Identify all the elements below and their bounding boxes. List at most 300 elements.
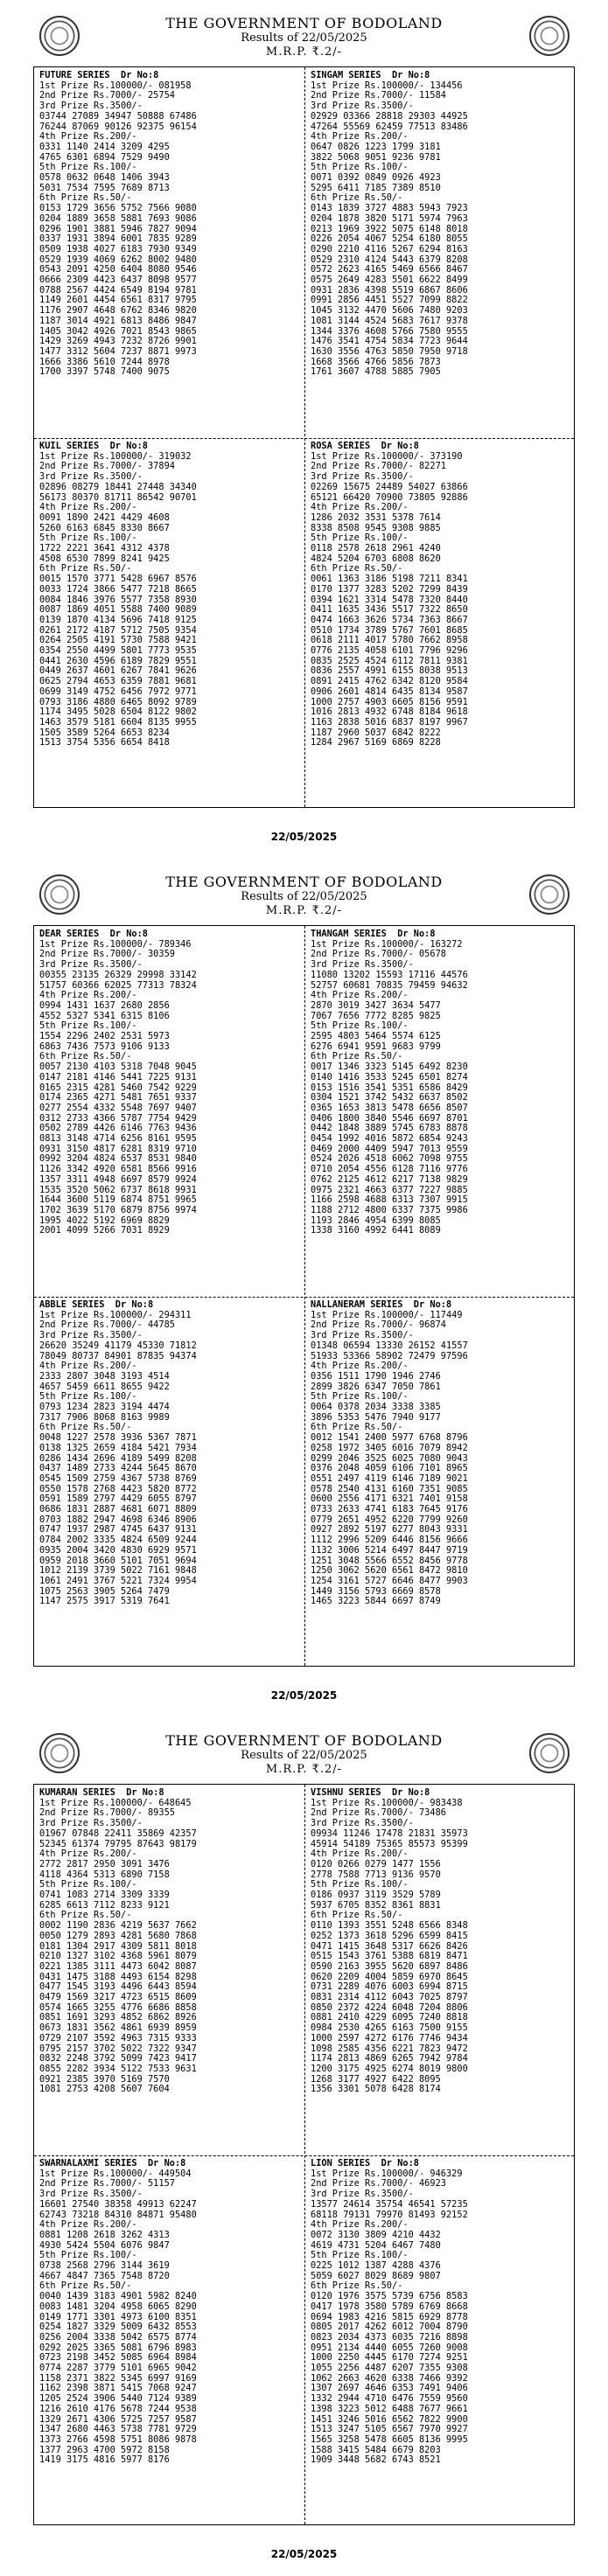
prize-line: 0138 1325 2659 4184 5421 7934 [39, 1442, 197, 1453]
prize-line: 0256 2004 3338 5042 6575 8774 [39, 2331, 197, 2343]
prize-line: 1012 2139 3739 5022 7161 9848 [39, 1565, 197, 1577]
prize-line: 1188 2712 4800 6337 7375 9986 [311, 1204, 468, 1215]
series-heading: ABBLE SERIES Dr No:8 [39, 1299, 154, 1310]
prize-line: 1st Prize Rs.100000/- 134456 [311, 80, 463, 91]
series-block [39, 1788, 302, 2095]
govt-title: THE GOVERNMENT OF BODOLAND [165, 15, 443, 31]
column-divider [304, 926, 305, 1666]
prize-line: 1187 2960 5037 6842 8222 [311, 727, 441, 738]
prize-line: 0515 1543 3761 5388 6819 8471 [311, 1951, 468, 1962]
prize-line: 5th Prize Rs.100/- [311, 2250, 409, 2261]
series-block [39, 929, 302, 1236]
prize-line: 1347 2680 4463 5738 7781 9729 [39, 2424, 197, 2435]
prize-line: 6th Prize Rs.50/- [311, 1422, 403, 1433]
prize-line: 3rd Prize Rs.3500/- [39, 2189, 143, 2200]
prize-line: 1st Prize Rs.100000/- 294311 [39, 1309, 192, 1320]
series-heading: NALLANERAM SERIES Dr No:8 [311, 1299, 452, 1310]
prize-line: 0699 3149 4752 6456 7972 9771 [39, 686, 197, 697]
prize-line: 5th Prize Rs.100/- [39, 162, 137, 173]
prize-line: 0927 2892 5197 6277 8043 9331 [311, 1524, 468, 1535]
footer-date: 22/05/2025 [270, 831, 338, 843]
prize-line: 0994 1431 1637 2680 2856 [39, 999, 170, 1011]
prize-line: 5031 7534 7595 7689 8713 [39, 182, 170, 193]
prize-line: 0600 2556 4171 6321 7401 9158 [311, 1493, 468, 1505]
prize-line: 0921 2385 3970 5169 7570 [39, 2073, 170, 2085]
prize-line: 0213 1969 3922 5075 6148 8018 [311, 223, 468, 234]
prize-line: 7317 7906 8068 8163 9989 [39, 1411, 170, 1423]
prize-line: 1st Prize Rs.100000/- 081958 [39, 80, 192, 91]
prize-line: 1166 2598 4688 6313 7307 9915 [311, 1194, 468, 1206]
prize-line: 1174 2813 4869 6265 7942 9784 [311, 2053, 468, 2064]
prize-line: 09934 11246 17478 21831 35973 [311, 1828, 468, 1839]
prize-line: 0832 2248 3792 5099 7423 9417 [39, 2053, 197, 2064]
prize-line: 1702 3639 5170 6879 8756 9974 [39, 1204, 197, 1215]
series-block [311, 442, 573, 748]
prize-line: 1132 3006 5214 6497 8447 9719 [311, 1544, 468, 1556]
prize-line: 1081 2753 4208 5607 7604 [39, 2084, 170, 2095]
prize-line: 0061 1363 3186 5198 7211 8341 [311, 574, 468, 585]
prize-line: 0469 2000 4409 5947 7013 9559 [311, 1143, 468, 1154]
prize-line: 0836 2557 4991 6155 8038 9513 [311, 665, 468, 677]
prize-line: 2nd Prize Rs.7000/- 37894 [39, 461, 175, 472]
prize-line: 0524 2026 4518 6062 7098 9755 [311, 1153, 468, 1165]
series-block [39, 2159, 302, 2466]
prize-line: 5th Prize Rs.100/- [39, 533, 137, 544]
prize-line: 2870 3019 3427 3634 5477 [311, 999, 441, 1011]
prize-line: 4th Prize Rs.200/- [311, 1848, 409, 1860]
prize-line: 02269 15675 24489 54027 63866 [311, 481, 468, 492]
prize-line: 1163 2838 5016 6837 8197 9967 [311, 716, 468, 728]
prize-line: 3rd Prize Rs.3500/- [39, 101, 143, 112]
prize-line: 0017 1346 3323 5145 6492 8230 [311, 1062, 468, 1073]
prize-line: 6th Prize Rs.50/- [311, 2280, 403, 2292]
prize-line: 0012 1541 2400 5977 6768 8796 [311, 1432, 468, 1444]
prize-line: 0417 1978 3580 5789 6769 8668 [311, 2301, 468, 2312]
prize-line: 0471 1415 3648 5317 6626 8426 [311, 1940, 468, 1952]
sheet-header [0, 1717, 608, 1779]
prize-line: 2899 3826 6347 7050 7861 [311, 1381, 441, 1392]
prize-line: 1st Prize Rs.100000/- 319032 [39, 450, 192, 462]
prize-line: 68118 79131 79970 81493 92152 [311, 2209, 468, 2220]
result-sheet [0, 0, 608, 859]
prize-line: 8338 8508 9545 9308 9885 [311, 522, 441, 533]
prize-line: 1055 2256 4487 6207 7355 9308 [311, 2363, 468, 2374]
prize-line: 2nd Prize Rs.7000/- 96874 [311, 1319, 446, 1331]
prize-line: 5th Prize Rs.100/- [311, 533, 409, 544]
prize-line: 0543 2091 4250 6404 8080 9546 [39, 264, 197, 275]
prize-line: 1449 3156 5793 6669 8578 [311, 1585, 441, 1597]
prize-line: 0831 2314 4112 6043 7025 8797 [311, 1992, 468, 2003]
prize-line: 1112 2996 5209 6446 8156 9666 [311, 1535, 468, 1546]
prize-line: 0793 1234 2823 3194 4474 [39, 1402, 170, 1413]
prize-line: 4508 6530 7899 8241 9425 [39, 553, 170, 564]
prize-line: 0057 2130 4103 5318 7048 9045 [39, 1062, 197, 1073]
prize-line: 1419 3175 4816 5977 8176 [39, 2454, 170, 2466]
prize-line: 0906 2601 4814 6435 8134 9587 [311, 686, 468, 697]
prize-line: 1st Prize Rs.100000/- 983438 [311, 1797, 463, 1808]
prize-line: 1205 2524 3906 5440 7124 9389 [39, 2393, 197, 2405]
prize-line: 0441 2630 4596 6189 7829 9551 [39, 655, 197, 666]
prize-line: 1429 3269 4943 7232 8726 9901 [39, 336, 197, 347]
prize-line: 1565 3258 5478 6605 8136 9995 [311, 2433, 468, 2445]
prize-line: 0710 2054 4556 6128 7116 9776 [311, 1164, 468, 1175]
series-heading: VISHNU SERIES Dr No:8 [311, 1787, 430, 1798]
prize-line: 3rd Prize Rs.3500/- [311, 1330, 414, 1341]
mrp-label: M.R.P. ₹.2/- [265, 45, 343, 59]
prize-line: 0572 2623 4165 5469 6566 8467 [311, 264, 468, 275]
prize-line: 4824 5204 6703 6808 8620 [311, 553, 441, 564]
prize-line: 0477 1545 3193 4496 6443 8594 [39, 1981, 197, 1993]
prize-line: 0331 1140 2414 3209 4295 [39, 141, 170, 152]
prize-line: 26620 35249 41179 45330 71812 [39, 1340, 197, 1351]
prize-line: 0083 1481 3204 4958 6065 8290 [39, 2301, 197, 2312]
prize-line: 0174 2365 4271 5481 7651 9337 [39, 1092, 197, 1104]
prize-line: 1st Prize Rs.100000/- 449504 [39, 2168, 192, 2179]
prize-line: 4th Prize Rs.200/- [39, 131, 137, 143]
prize-line: 1909 3448 5682 6743 8521 [311, 2454, 441, 2466]
prize-line: 0431 1475 3188 4493 6154 8298 [39, 1971, 197, 1982]
prize-line: 0823 2034 4373 6035 7216 8898 [311, 2331, 468, 2343]
prize-line: 2nd Prize Rs.7000/- 73486 [311, 1807, 446, 1819]
results-box [33, 1784, 575, 2525]
prize-line: 2nd Prize Rs.7000/- 30359 [39, 949, 175, 960]
prize-line: 1332 2944 4710 6476 7559 9560 [311, 2393, 468, 2405]
prize-line: 0406 1800 3840 5546 6697 8701 [311, 1112, 468, 1124]
prize-line: 00355 23135 26329 29998 33142 [39, 969, 197, 980]
prize-line: 0437 1489 2733 4244 5645 8670 [39, 1463, 197, 1474]
govt-title: THE GOVERNMENT OF BODOLAND [165, 874, 443, 890]
prize-line: 0048 1227 2578 3936 5367 7871 [39, 1432, 197, 1444]
prize-line: 02896 08279 18441 27448 34340 [39, 481, 197, 492]
prize-line: 2772 2817 2950 3091 3476 [39, 1858, 170, 1869]
prize-line: 3rd Prize Rs.3500/- [39, 959, 143, 971]
prize-line: 1513 3247 5105 6567 7970 9927 [311, 2424, 468, 2435]
series-heading: SINGAM SERIES Dr No:8 [311, 70, 430, 80]
series-heading: KUIL SERIES Dr No:8 [39, 441, 148, 451]
prize-line: 4657 5459 6611 8655 9422 [39, 1381, 170, 1392]
prize-line: 0795 2157 3702 5022 7322 9347 [39, 2043, 197, 2054]
prize-line: 2nd Prize Rs.7000/- 89355 [39, 1807, 175, 1819]
prize-line: 3rd Prize Rs.3500/- [39, 1818, 143, 1829]
prize-line: 0225 1012 1387 4288 4376 [311, 2260, 441, 2272]
prize-line: 4th Prize Rs.200/- [311, 990, 409, 1001]
prize-line: 0703 1882 2947 4698 6346 8906 [39, 1514, 197, 1525]
prize-line: 0337 1931 3894 6001 7835 9289 [39, 233, 197, 245]
prize-line: 5059 6027 8029 8689 9807 [311, 2270, 441, 2281]
series-block [39, 71, 302, 378]
prize-line: 1st Prize Rs.100000/- 373190 [311, 450, 463, 462]
series-heading: ROSA SERIES Dr No:8 [311, 441, 419, 451]
prize-line: 0591 1589 2797 4429 6055 8797 [39, 1493, 197, 1505]
prize-line: 4th Prize Rs.200/- [311, 1361, 409, 1372]
prize-line: 0694 1983 4216 5815 6929 8778 [311, 2311, 468, 2322]
prize-line: 0545 1509 2759 4367 5738 8769 [39, 1472, 197, 1484]
series-heading: FUTURE SERIES Dr No:8 [39, 70, 159, 80]
prize-line: 1174 3495 5028 6504 8122 9802 [39, 707, 197, 718]
prize-line: 0033 1724 3866 5477 7218 8665 [39, 583, 197, 595]
prize-line: 0931 2836 4398 5519 6867 8606 [311, 284, 468, 296]
prize-line: 1284 2967 5169 6869 8228 [311, 737, 441, 748]
prize-line: 5th Prize Rs.100/- [39, 1020, 137, 1032]
prize-line: 0881 2410 4229 6095 7240 8818 [311, 2012, 468, 2023]
prize-line: 4667 4847 7365 7548 8720 [39, 2270, 170, 2281]
prize-line: 1250 3062 5620 6561 8472 9810 [311, 1565, 468, 1577]
prize-line: 47264 55569 62459 77513 83486 [311, 121, 468, 132]
prize-line: 1405 3042 4926 7021 8543 9865 [39, 325, 197, 337]
prize-line: 0992 3204 4824 6537 8531 9840 [39, 1153, 197, 1165]
prize-line: 3rd Prize Rs.3500/- [39, 1330, 143, 1341]
prize-line: 6863 7436 7573 9106 9133 [39, 1041, 170, 1052]
prize-line: 0290 2210 4116 5267 6294 8163 [311, 243, 468, 254]
prize-line: 0881 1208 2618 3262 4313 [39, 2229, 170, 2240]
prize-line: 0509 1938 4027 6183 7930 9349 [39, 243, 197, 254]
prize-line: 3896 5353 5476 7940 9177 [311, 1411, 441, 1423]
prize-line: 0091 1890 2421 4429 4608 [39, 512, 170, 523]
prize-line: 1251 3048 5566 6552 8456 9778 [311, 1555, 468, 1566]
prize-line: 0762 2125 4612 6217 7138 9829 [311, 1173, 468, 1185]
prize-line: 1377 2963 4700 5972 8158 [39, 2444, 170, 2455]
prize-line: 0620 2209 4004 5859 6970 8645 [311, 1971, 468, 1982]
prize-line: 1477 3312 5604 7237 8871 9973 [39, 345, 197, 357]
prize-line: 02929 03366 28818 29303 44925 [311, 110, 468, 122]
prize-line: 51757 60366 62025 77313 78324 [39, 979, 197, 991]
prize-line: 1200 3175 4925 6274 8019 9800 [311, 2063, 468, 2074]
series-block [311, 1300, 573, 1607]
prize-line: 0165 2315 4281 5460 7542 9229 [39, 1082, 197, 1093]
prize-line: 3822 5068 9051 9236 9781 [311, 151, 441, 163]
prize-line: 1666 3386 5610 7244 8978 [39, 356, 170, 367]
prize-line: 0975 2321 4663 6377 7227 9885 [311, 1184, 468, 1195]
prize-line: 6th Prize Rs.50/- [311, 563, 403, 574]
prize-line: 1451 3246 5016 6562 7822 9900 [311, 2413, 468, 2425]
prize-line: 5th Prize Rs.100/- [311, 162, 409, 173]
prize-line: 0143 1839 3727 4883 5943 7923 [311, 203, 468, 214]
prize-line: 1149 2601 4454 6561 8317 9795 [39, 295, 197, 306]
prize-line: 5th Prize Rs.100/- [39, 1391, 137, 1403]
prize-line: 52345 61374 79795 87643 98179 [39, 1838, 197, 1849]
prize-line: 1000 2757 4903 6605 8156 9591 [311, 696, 468, 707]
prize-line: 0072 3130 3809 4210 4432 [311, 2229, 441, 2240]
prize-line: 5th Prize Rs.100/- [39, 2250, 137, 2261]
prize-line: 76244 87069 90126 92375 96154 [39, 121, 197, 132]
prize-line: 1307 2697 4646 6353 7491 9406 [311, 2383, 468, 2394]
prize-line: 1465 3223 5844 6697 8749 [311, 1596, 441, 1607]
prize-line: 5937 6705 8352 8361 8831 [311, 1899, 441, 1911]
prize-line: 0479 1569 3217 4723 6515 8609 [39, 1992, 197, 2003]
prize-line: 6th Prize Rs.50/- [311, 1910, 403, 1921]
prize-line: 0454 1992 4016 5872 6854 9243 [311, 1133, 468, 1145]
prize-line: 52757 60681 70835 79459 94632 [311, 979, 468, 991]
prize-line: 4th Prize Rs.200/- [311, 131, 409, 143]
prize-line: 1st Prize Rs.100000/- 789346 [39, 938, 192, 950]
prize-line: 1761 3607 4788 5885 7905 [311, 366, 441, 378]
prize-line: 0855 2282 3934 5122 7533 9631 [39, 2063, 197, 2074]
prize-line: 6th Prize Rs.50/- [311, 192, 403, 204]
prize-line: 2778 7588 7713 9136 9570 [311, 1869, 441, 1880]
prize-line: 1158 2371 3822 5345 6997 9169 [39, 2372, 197, 2384]
prize-line: 0040 1439 3183 4901 5982 8240 [39, 2291, 197, 2302]
series-heading: DEAR SERIES Dr No:8 [39, 929, 148, 939]
prize-line: 45914 54189 75365 85573 95399 [311, 1838, 468, 1849]
prize-line: 1722 2221 3641 4312 4378 [39, 543, 170, 554]
prize-line: 4118 4364 5313 6890 7158 [39, 1869, 170, 1880]
prize-line: 0951 2134 4440 6055 7260 9008 [311, 2342, 468, 2353]
prize-line: 56173 80370 81711 86542 90701 [39, 491, 197, 503]
prize-line: 4619 4731 5204 6467 7480 [311, 2239, 441, 2251]
prize-line: 78049 80737 84901 87835 94374 [39, 1350, 197, 1361]
prize-line: 1268 3177 4927 6422 8095 [311, 2073, 441, 2085]
prize-line: 0277 2554 4332 5548 7697 9407 [39, 1102, 197, 1113]
prize-line: 1147 2575 3917 5319 7641 [39, 1596, 170, 1607]
footer-date: 22/05/2025 [270, 1689, 338, 1702]
prize-line: 1630 3556 4763 5850 7950 9718 [311, 345, 468, 357]
prize-line: 0299 2046 3525 6025 7080 9043 [311, 1452, 468, 1464]
prize-line: 0204 1889 3658 5881 7693 9086 [39, 212, 197, 224]
prize-line: 0442 1848 3889 5745 6783 8878 [311, 1123, 468, 1134]
prize-line: 2595 4803 5464 5574 6125 [311, 1031, 441, 1042]
prize-line: 0210 1327 3102 4368 5961 8079 [39, 1951, 197, 1962]
prize-line: 0254 1827 3329 5009 6432 8553 [39, 2322, 197, 2333]
prize-line: 0084 1846 3976 5577 7358 8930 [39, 594, 197, 605]
prize-line: 4th Prize Rs.200/- [39, 2219, 137, 2231]
mrp-label: M.R.P. ₹.2/- [265, 1763, 343, 1776]
prize-line: 1463 3579 5181 6604 8135 9955 [39, 716, 197, 728]
prize-line: 4th Prize Rs.200/- [311, 502, 409, 513]
govt-title: THE GOVERNMENT OF BODOLAND [165, 1732, 443, 1749]
prize-line: 5th Prize Rs.100/- [311, 1879, 409, 1890]
prize-line: 2001 4099 5266 7031 8929 [39, 1225, 170, 1236]
prize-line: 0891 2415 4762 6342 8120 9584 [311, 676, 468, 687]
sheet-header [0, 859, 608, 920]
prize-line: 0120 1976 3575 5739 6756 8583 [311, 2291, 468, 2302]
prize-line: 7067 7656 7772 8285 9825 [311, 1010, 441, 1021]
prize-line: 0618 2111 4017 5780 7662 8958 [311, 635, 468, 646]
prize-line: 6285 6613 7112 8233 9121 [39, 1899, 170, 1911]
prize-line: 2nd Prize Rs.7000/- 51157 [39, 2178, 175, 2190]
prize-line: 3rd Prize Rs.3500/- [311, 1818, 414, 1829]
prize-line: 0502 2789 4426 6146 7763 9436 [39, 1123, 197, 1134]
prize-line: 1588 3415 5484 6679 8203 [311, 2444, 441, 2455]
prize-line: 4th Prize Rs.200/- [39, 990, 137, 1001]
prize-line: 0376 2048 4059 6106 7101 8965 [311, 1463, 468, 1474]
prize-line: 1329 2671 4306 5725 7257 9587 [39, 2413, 197, 2425]
series-heading: KUMARAN SERIES Dr No:8 [39, 1787, 164, 1798]
prize-line: 5295 6411 7185 7389 8510 [311, 182, 441, 193]
prize-line: 1995 4022 5192 6969 8829 [39, 1215, 170, 1226]
prize-line: 1075 2563 3905 5264 7479 [39, 1585, 170, 1597]
column-divider [304, 67, 305, 807]
prize-line: 0226 2054 4067 5254 6180 8055 [311, 233, 468, 245]
prize-line: 0529 2310 4124 5443 6379 8208 [311, 254, 468, 265]
prize-line: 6th Prize Rs.50/- [39, 563, 132, 574]
prize-line: 0170 1377 3283 5202 7299 8439 [311, 583, 468, 595]
prize-line: 0578 2540 4131 6160 7351 9085 [311, 1483, 468, 1494]
prize-line: 51933 53366 58902 72479 97596 [311, 1350, 468, 1361]
prize-line: 0784 2002 3335 4824 6509 9244 [39, 1535, 197, 1546]
prize-line: 0474 1663 3626 5734 7363 8667 [311, 614, 468, 625]
prize-line: 4th Prize Rs.200/- [39, 1848, 137, 1860]
prize-line: 1554 2296 2402 2531 5973 [39, 1031, 170, 1042]
prize-line: 1016 2813 4932 6748 8184 9618 [311, 707, 468, 718]
prize-line: 0529 1939 4069 6262 8002 9480 [39, 254, 197, 265]
prize-line: 0851 1691 3293 4852 6862 8926 [39, 2012, 197, 2023]
mrp-label: M.R.P. ₹.2/- [265, 904, 343, 917]
prize-line: 0931 3150 4817 6281 8319 9710 [39, 1143, 197, 1154]
prize-line: 6th Prize Rs.50/- [39, 2280, 132, 2292]
prize-line: 1216 2610 4176 5678 7244 9538 [39, 2403, 197, 2414]
footer-date: 22/05/2025 [270, 2548, 338, 2560]
prize-line: 1045 3132 4470 5606 7480 9203 [311, 305, 468, 317]
prize-line: 0747 1937 2987 4745 6437 9131 [39, 1524, 197, 1535]
prize-line: 0850 2372 4224 6048 7204 8806 [311, 2002, 468, 2013]
prize-line: 0647 0826 1223 1799 3181 [311, 141, 441, 152]
prize-line: 4552 5327 5341 6315 8106 [39, 1010, 170, 1021]
prize-line: 1286 2032 3531 5378 7614 [311, 512, 441, 523]
prize-line: 0959 2018 3660 5101 7051 9694 [39, 1555, 197, 1566]
prize-line: 2nd Prize Rs.7000/- 46923 [311, 2178, 446, 2190]
results-date: Results of 22/05/2025 [241, 890, 367, 903]
prize-line: 0204 1878 3820 5171 5974 7963 [311, 212, 468, 224]
prize-line: 0793 3186 4880 6465 8092 9789 [39, 696, 197, 707]
prize-line: 1398 3223 5012 6488 7677 9661 [311, 2403, 468, 2414]
prize-line: 2nd Prize Rs.7000/- 82271 [311, 461, 446, 472]
series-block [39, 442, 302, 748]
prize-line: 0673 1831 3562 4861 6939 8959 [39, 2023, 197, 2034]
prize-line: 0731 2289 4076 6003 6994 8715 [311, 1981, 468, 1993]
result-sheet [0, 1717, 608, 2576]
prize-line: 1254 3161 5727 6646 8477 9903 [311, 1575, 468, 1586]
prize-line: 0774 2287 3779 5101 6965 9042 [39, 2363, 197, 2374]
prize-line: 0776 2135 4058 6101 7796 9296 [311, 645, 468, 657]
prize-line: 1081 3144 4524 5683 7617 9378 [311, 315, 468, 326]
prize-line: 0050 1279 2893 4281 5680 7868 [39, 1930, 197, 1941]
prize-line: 0261 2172 4187 5712 7505 9354 [39, 624, 197, 636]
prize-line: 0153 1729 3656 5752 7566 9080 [39, 203, 197, 214]
prize-line: 0575 2649 4283 5501 6622 8499 [311, 275, 468, 286]
prize-line: 0733 2633 4741 6183 7645 9176 [311, 1504, 468, 1515]
prize-line: 0153 1516 3541 5351 6586 8429 [311, 1082, 468, 1093]
prize-line: 03744 27089 34947 50888 67486 [39, 110, 197, 122]
prize-line: 6th Prize Rs.50/- [39, 192, 132, 204]
prize-line: 0738 2568 2796 3144 3619 [39, 2260, 170, 2272]
prize-line: 0835 2525 4524 6112 7811 9381 [311, 655, 468, 666]
prize-line: 0296 1901 3881 5946 7827 9094 [39, 223, 197, 234]
prize-line: 0551 2497 4119 6146 7189 9021 [311, 1472, 468, 1484]
prize-line: 1373 2766 4598 5751 8086 9878 [39, 2433, 197, 2445]
prize-line: 0788 2567 4424 6549 8194 9781 [39, 284, 197, 296]
prize-line: 0264 2505 4191 5730 7588 9421 [39, 635, 197, 646]
prize-line: 1st Prize Rs.100000/- 117449 [311, 1309, 463, 1320]
prize-line: 4765 6301 6894 7529 9490 [39, 151, 170, 163]
prize-line: 1338 3160 4992 6441 8089 [311, 1225, 441, 1236]
prize-line: 1162 2398 3871 5415 7068 9247 [39, 2383, 197, 2394]
prize-line: 1098 2585 4356 6221 7823 9472 [311, 2043, 468, 2054]
prize-line: 1535 3520 5062 6737 8618 9931 [39, 1184, 197, 1195]
prize-line: 0258 1972 3405 6016 7079 8942 [311, 1442, 468, 1453]
prize-line: 0252 1373 3618 5296 6599 8415 [311, 1930, 468, 1941]
prize-line: 1st Prize Rs.100000/- 163272 [311, 938, 463, 950]
series-block [311, 1788, 573, 2095]
prize-line: 2333 2807 3048 3193 4514 [39, 1370, 170, 1382]
prize-line: 0147 2181 4146 5441 7225 9131 [39, 1071, 197, 1083]
prize-line: 0779 2651 4952 6220 7799 9260 [311, 1514, 468, 1525]
prize-line: 0550 1578 2768 4423 5820 8772 [39, 1483, 197, 1494]
prize-line: 0110 1393 3551 5248 6566 8348 [311, 1920, 468, 1932]
prize-line: 5th Prize Rs.100/- [311, 1020, 409, 1032]
prize-line: 0118 2578 2618 2961 4240 [311, 543, 441, 554]
prize-line: 1513 3754 5356 6654 8418 [39, 737, 170, 748]
series-block [311, 71, 573, 378]
